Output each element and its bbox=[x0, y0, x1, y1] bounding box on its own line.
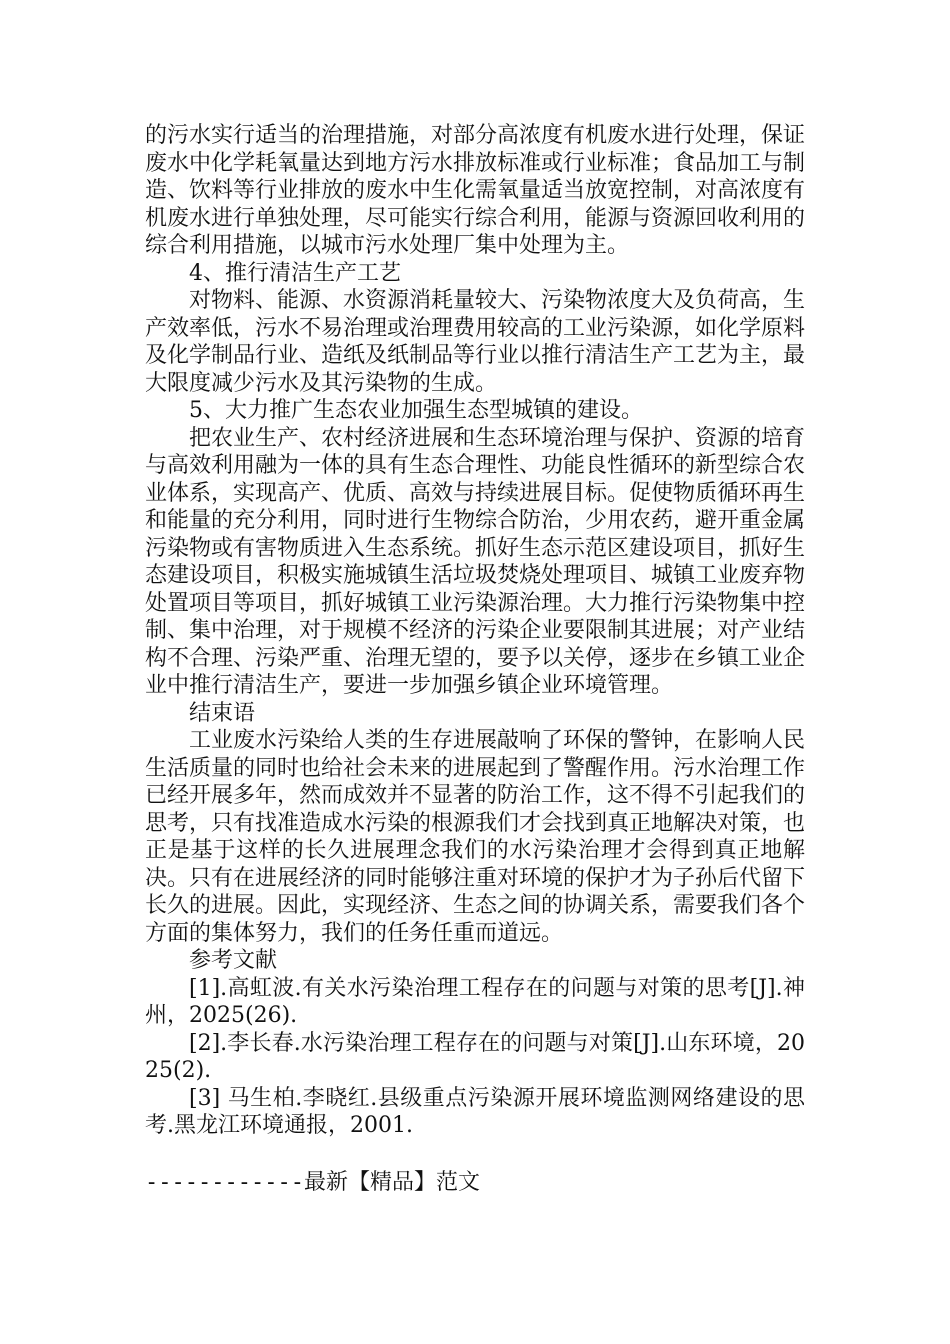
reference-item-3: [3] 马生柏.李晓红.县级重点污染源开展环境监测网络建设的思考.黑龙江环境通报，2001. bbox=[145, 1085, 805, 1138]
heading-conclusion: 结束语 bbox=[189, 700, 256, 726]
heading-references: 参考文献 bbox=[189, 948, 278, 973]
reference-item-1: [1].高虹波.有关水污染治理工程存在的问题与对策的思考[J].神州，2025(26). bbox=[145, 975, 805, 1028]
heading-clean-production: 4、推行清洁生产工艺 bbox=[189, 260, 401, 286]
document-body bbox=[145, 122, 805, 1140]
heading-ecological-agriculture: 5、大力推广生态农业加强生态型城镇的建设。 bbox=[189, 398, 643, 423]
page-footer: ------------最新【精品】范文 bbox=[145, 1170, 480, 1195]
reference-item-2: [2].李长春.水污染治理工程存在的问题与对策[J].山东环境，2025(2). bbox=[145, 1030, 805, 1083]
paragraph-ecological-agriculture: 把农业生产、农村经济进展和生态环境治理与保护、资源的培育与高效利用融为一体的具有生态合理性、功能良性循环的新型综合农业体系，实现高产、优质、高效与持续进展目标。促使物质循环再生和能量的充分利用，同时进行生物综合防治，少用农药，避开重金属污染物或有害物质进入生态系统。抓好生态示范区建设项目，抓好生态建设项目，积极实施城镇生活垃圾焚烧处理项目、城镇工业废弃物处置项目等项目，抓好城镇工业污染源治理。大力推行污染物集中控制、集中治理，对于规模不经济的污染企业要限制其进展；对产业结构不合理、污染严重、治理无望的，要予以关停，逐步在乡镇工业企业中推行清洁生产，要进一步加强乡镇企业环境管理。 bbox=[145, 425, 806, 698]
paragraph-continuation: 的污水实行适当的治理措施，对部分高浓度有机废水进行处理，保证废水中化学耗氧量达到地方污水排放标准或行业标准；食品加工与制造、饮料等行业排放的废水中生化需氧量适当放宽控制，对高浓度有机废水进行单独处理，尽可能实行综合利用，能源与资源回收利用的综合利用措施，以城市污水处理厂集中处理为主。 bbox=[145, 123, 806, 258]
paragraph-clean-production: 对物料、能源、水资源消耗量较大、污染物浓度大及负荷高，生产效率低，污水不易治理或治理费用较高的工业污染源，如化学原料及化学制品行业、造纸及纸制品等行业以推行清洁生产工艺为主，最大限度减少污水及其污染物的生成。 bbox=[145, 288, 806, 396]
paragraph-conclusion: 工业废水污染给人类的生存进展敲响了环保的警钟，在影响人民生活质量的同时也给社会未来的进展起到了警醒作用。污水治理工作已经开展多年，然而成效并不显著的防治工作，这不得不引起我们的思考，只有找准造成水污染的根源我们才会找到真正地解决对策，也正是基于这样的长久进展理念我们的水污染治理才会得到真正地解决。只有在进展经济的同时能够注重对环境的保护才为子孙后代留下长久的进展。因此，实现经济、生态之间的协调关系，需要我们各个方面的集体努力，我们的任务任重而道远。 bbox=[145, 728, 806, 946]
